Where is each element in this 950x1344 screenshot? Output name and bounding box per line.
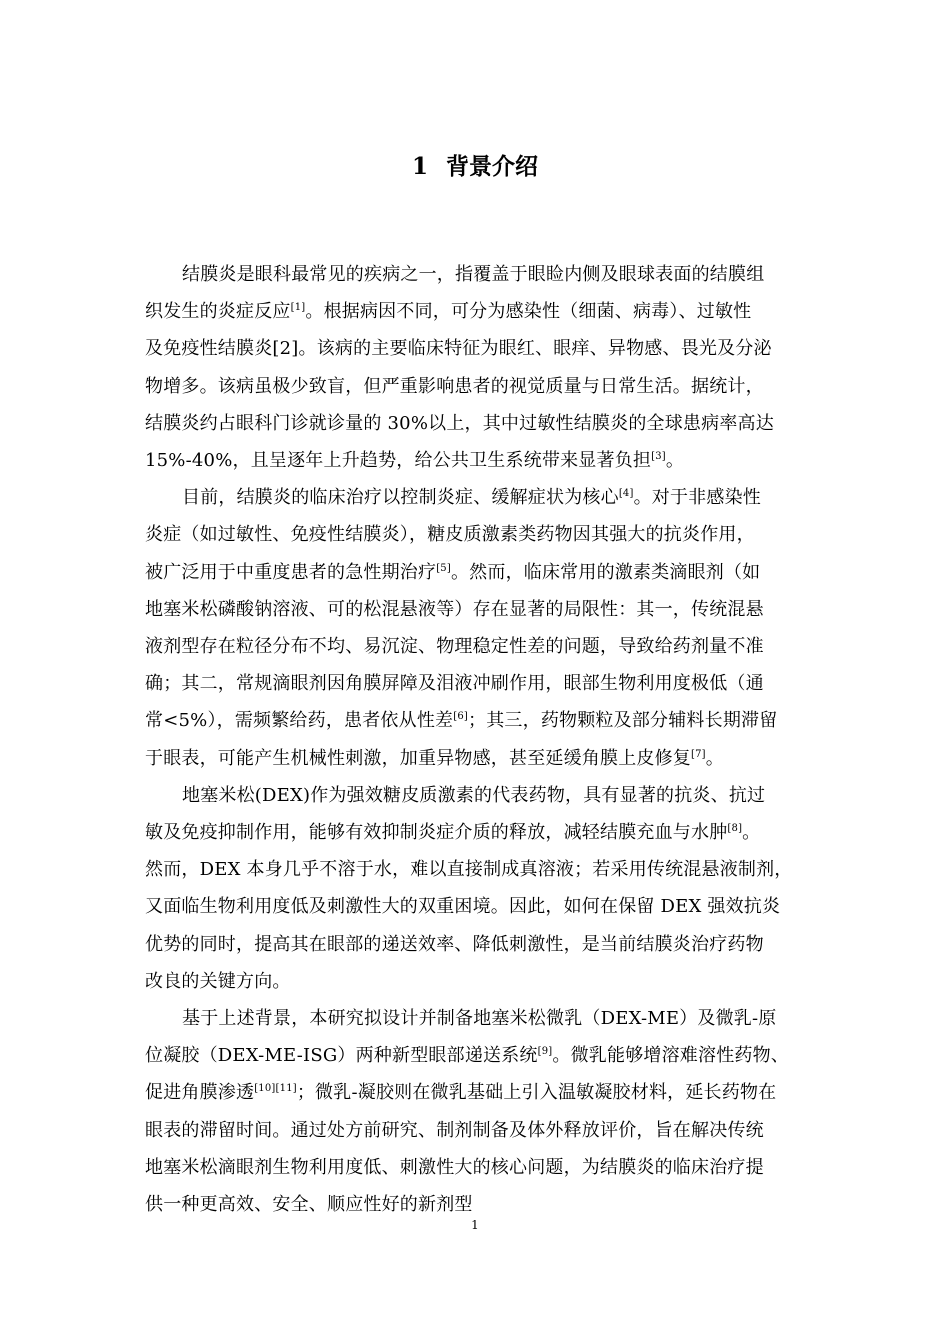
text-segment: 地塞米松磷酸钠溶液、可的松混悬液等）存在显著的局限性：其一，传统混悬 [145,598,764,620]
text-segment: 促进角膜渗透 [145,1082,255,1104]
text-segment: 确；其二，常规滴眼剂因角膜屏障及泪液冲刷作用，眼部生物利用度极低（通 [145,673,764,695]
text-segment: 结膜炎是眼科最常见的疾病之一，指覆盖于眼睑内侧及眼球表面的结膜组 [182,264,765,285]
text-line [145,1000,811,1037]
text-line [145,888,811,925]
text-segment: 。对于非感染性 [633,487,761,509]
text-line [145,516,811,553]
text-segment: 位凝胶（DEX-ME-ISG）两种新型眼部递送系统 [145,1045,538,1067]
text-segment: 优势的同时，提高其在眼部的递送效率、降低刺激性，是当前结膜炎治疗药物 [145,933,764,955]
text-segment: 。 [742,822,761,844]
citation-marker: [6] [453,711,469,723]
paragraph [145,1000,811,1223]
text-line [145,1074,811,1111]
paragraph [145,777,811,1000]
text-segment: 被广泛用于中重度患者的急性期治疗 [145,561,437,583]
text-line [145,740,811,777]
text-segment: 地塞米松滴眼剂生物利用度低、刺激性大的核心问题，为结膜炎的临床治疗提 [145,1156,764,1178]
text-segment: 然而，DEX 本身几乎不溶于水，难以直接制成真溶液；若采用传统混悬液制剂， [145,859,793,881]
text-line [145,963,811,1000]
text-segment: 。根据病因不同，可分为感染性（细菌、病毒）、过敏性 [305,301,752,323]
text-line [145,777,811,814]
citation-marker: [5] [436,562,451,574]
paragraph [145,256,811,479]
text-segment: 基于上述背景，本研究拟设计并制备地塞米松微乳（DEX-ME）及微乳-原 [182,1008,777,1030]
text-segment: 敏及免疫抑制作用，能够有效抑制炎症介质的释放，减轻结膜充血与水肿 [145,822,728,844]
text-segment: 地塞米松(DEX)作为强效糖皮质激素的代表药物，具有显著的抗炎、抗过 [182,784,766,806]
citation-marker: [9] [537,1046,553,1058]
text-segment: 。 [665,450,685,472]
text-segment: 改良的关键方向。 [145,970,291,992]
section-heading [0,150,950,184]
citation-marker: [3] [651,451,666,463]
citation-marker: [1] [290,302,306,314]
body-text [145,256,811,1223]
text-segment: 。微乳能够增溶难溶性药物、 [552,1045,790,1067]
text-segment: 目前，结膜炎的临床治疗以控制炎症、缓解症状为核心 [182,487,619,509]
section-title: 背景介绍 [446,153,538,180]
citation-marker: [8] [727,823,743,835]
citation-marker: [10][11] [254,1083,297,1095]
text-segment: 及免疫性结膜炎[2]。该病的主要临床特征为眼红、眼痒、异物感、畏光及分泌 [145,338,772,360]
text-segment: 液剂型存在粒径分布不均、易沉淀、物理稳定性差的问题，导致给药剂量不准 [145,636,764,658]
text-line [145,851,811,888]
text-line [145,368,811,405]
text-segment: 又面临生物利用度低及刺激性大的双重困境。因此，如何在保留 DEX 强效抗炎 [145,896,781,918]
text-line [145,442,811,479]
text-line [145,628,811,665]
citation-marker: [7] [691,748,706,760]
text-segment: 织发生的炎症反应 [145,301,291,323]
text-line [145,330,811,367]
text-line [145,926,811,963]
text-segment: ；其三，药物颗粒及部分辅料长期滞留 [468,710,778,732]
citation-marker: [4] [618,488,634,500]
text-segment: 。 [705,747,724,769]
text-line [145,665,811,702]
text-line [145,554,811,591]
text-line [145,405,811,442]
text-segment: 炎症（如过敏性、免疫性结膜炎），糖皮质激素类药物因其强大的抗炎作用， [145,524,755,546]
text-line [145,256,811,293]
text-line [145,814,811,851]
text-segment: 。然而，临床常用的激素类滴眼剂（如 [450,561,761,583]
text-line [145,479,811,516]
text-line [145,1149,811,1186]
text-segment: 常<5%），需频繁给药，患者依从性差 [145,710,454,732]
text-line [145,1037,811,1074]
text-line [145,1112,811,1149]
text-segment: 于眼表，可能产生机械性刺激，加重异物感，甚至延缓角膜上皮修复 [145,747,691,769]
page-number: 1 [471,1218,479,1232]
section-number: 1 [411,153,428,180]
text-segment: ；微乳-凝胶则在微乳基础上引入温敏凝胶材料，延长药物在 [296,1082,777,1104]
text-segment: 物增多。该病虽极少致盲，但严重影响患者的视觉质量与日常生活。据统计， [145,375,764,397]
text-segment: 眼表的滞留时间。通过处方前研究、制剂制备及体外释放评价，旨在解决传统 [145,1119,764,1141]
text-line [145,702,811,739]
text-segment: 结膜炎约占眼科门诊就诊量的 30%以上，其中过敏性结膜炎的全球患病率高达 [145,412,774,434]
paragraph [145,479,811,777]
text-segment: 供一种更高效、安全、顺应性好的新剂型 [145,1194,473,1216]
text-line [145,293,811,330]
text-line [145,591,811,628]
text-segment: 15%-40%，且呈逐年上升趋势，给公共卫生系统带来显著负担 [145,450,652,472]
